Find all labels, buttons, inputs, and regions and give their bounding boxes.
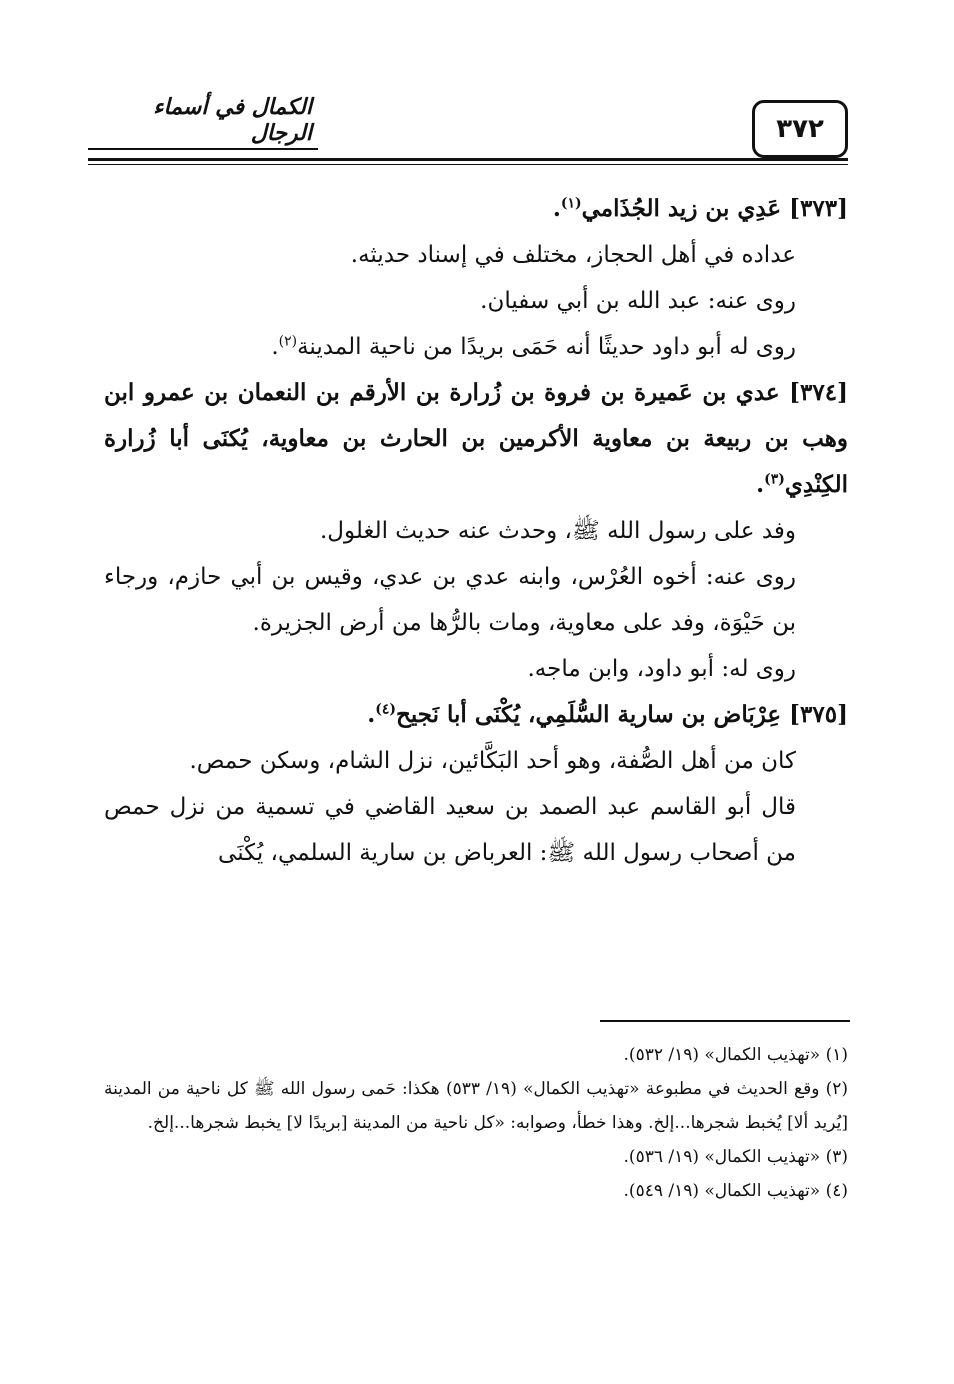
footnote-1: (١) «تهذيب الكمال» (١٩/ ٥٣٢).	[623, 1045, 848, 1065]
footnote-4: (٤) «تهذيب الكمال» (١٩/ ٥٤٩).	[623, 1181, 848, 1201]
footnote-3: (٣) «تهذيب الكمال» (١٩/ ٥٣٦).	[623, 1147, 848, 1167]
entry-374-line-3: روى له: أبو داود، وابن ماجه.	[527, 656, 796, 682]
book-title: الكمال في أسماء الرجال	[88, 94, 318, 150]
footnote-separator	[600, 1020, 850, 1022]
entry-374-title: [٣٧٤] عدي بن عَميرة بن فروة بن زُرارة بن الأرقم بن النعمان بن عمرو ابن وهب بن ربيعة بن معاوية الأكرمين بن الحارث بن معاوية، يُكنَى أبا زُرارة الكِنْدِي	[104, 379, 848, 498]
entry-373-line-3-text: روى له أبو داود حديثًا أنه حَمَى بريدًا من ناحية المدينة	[297, 334, 796, 360]
entry-373-title: [٣٧٣] عَدِي بن زيد الجُذَامي	[581, 195, 848, 222]
main-text	[104, 186, 848, 876]
footnote-ref-1: (١)	[560, 195, 582, 212]
page-number: ٣٧٢	[752, 100, 848, 158]
entry-375-line-1: كان من أهل الصُّفة، وهو أحد البَكَّائين، نزل الشام، وسكن حمص.	[189, 748, 796, 774]
entry-375-heading: [٣٧٥] عِرْبَاض بن سارية السُّلَمِي، يُكْنَى أبا نَجيح$^{(٤)}$.	[367, 701, 848, 728]
entry-373-line-2: روى عنه: عبد الله بن أبي سفيان.	[480, 288, 796, 314]
entry-373-line-3: روى له أبو داود حديثًا أنه حَمَى بريدًا من ناحية المدينة$^{(٢)}$.	[271, 333, 796, 360]
header-rule-thin	[88, 164, 848, 165]
footnote-2: (٢) وقع الحديث في مطبوعة «تهذيب الكمال» (١٩/ ٥٣٣) هكذا: حَمى رسول الله ﷺ كل ناحية من المدينة [يُريد ألا] يُخبط شجرها...إلخ. وهذا خطأ، وصوابه: «كل ناحية من المدينة [بريدًا لا] يخبط شجرها...إلخ.	[104, 1079, 849, 1133]
entry-373-heading: [٣٧٣] عَدِي بن زيد الجُذَامي$^{(١)}$.	[552, 195, 848, 222]
footnotes	[104, 1038, 848, 1208]
footnote-ref-3: (٣)	[764, 471, 785, 488]
footnote-ref-4: (٤)	[375, 701, 396, 718]
entry-374-heading: [٣٧٤] عدي بن عَميرة بن فروة بن زُرارة بن الأرقم بن النعمان بن عمرو ابن وهب بن ربيعة بن معاوية الأكرمين بن الحارث بن معاوية، يُكنَى أبا زُرارة الكِنْدِي$^{(٣)}$.	[104, 379, 848, 498]
entry-375-title: [٣٧٥] عِرْبَاض بن سارية السُّلَمِي، يُكْنَى أبا نَجيح	[395, 701, 848, 728]
header-rule	[88, 158, 848, 161]
entry-373-line-1: عداده في أهل الحجاز، مختلف في إسناد حديثه.	[350, 242, 796, 268]
footnote-ref-2: (٢)	[278, 333, 298, 350]
book-title-ornament	[88, 92, 318, 152]
page-header	[88, 92, 848, 172]
entry-374-line-1: وفد على رسول الله ﷺ، وحدث عنه حديث الغلول.	[319, 518, 796, 544]
entry-375-line-2: قال أبو القاسم عبد الصمد بن سعيد القاضي في تسمية من نزل حمص من أصحاب رسول الله ﷺ: العرباض بن سارية السلمي، يُكْنَى	[104, 794, 796, 866]
entry-374-line-2: روى عنه: أخوه العُرْس، وابنه عدي بن عدي، وقيس بن أبي حازم، ورجاء بن حَيْوَة، وفد على معاوية، ومات بالرُّها من أرض الجزيرة.	[104, 564, 796, 636]
